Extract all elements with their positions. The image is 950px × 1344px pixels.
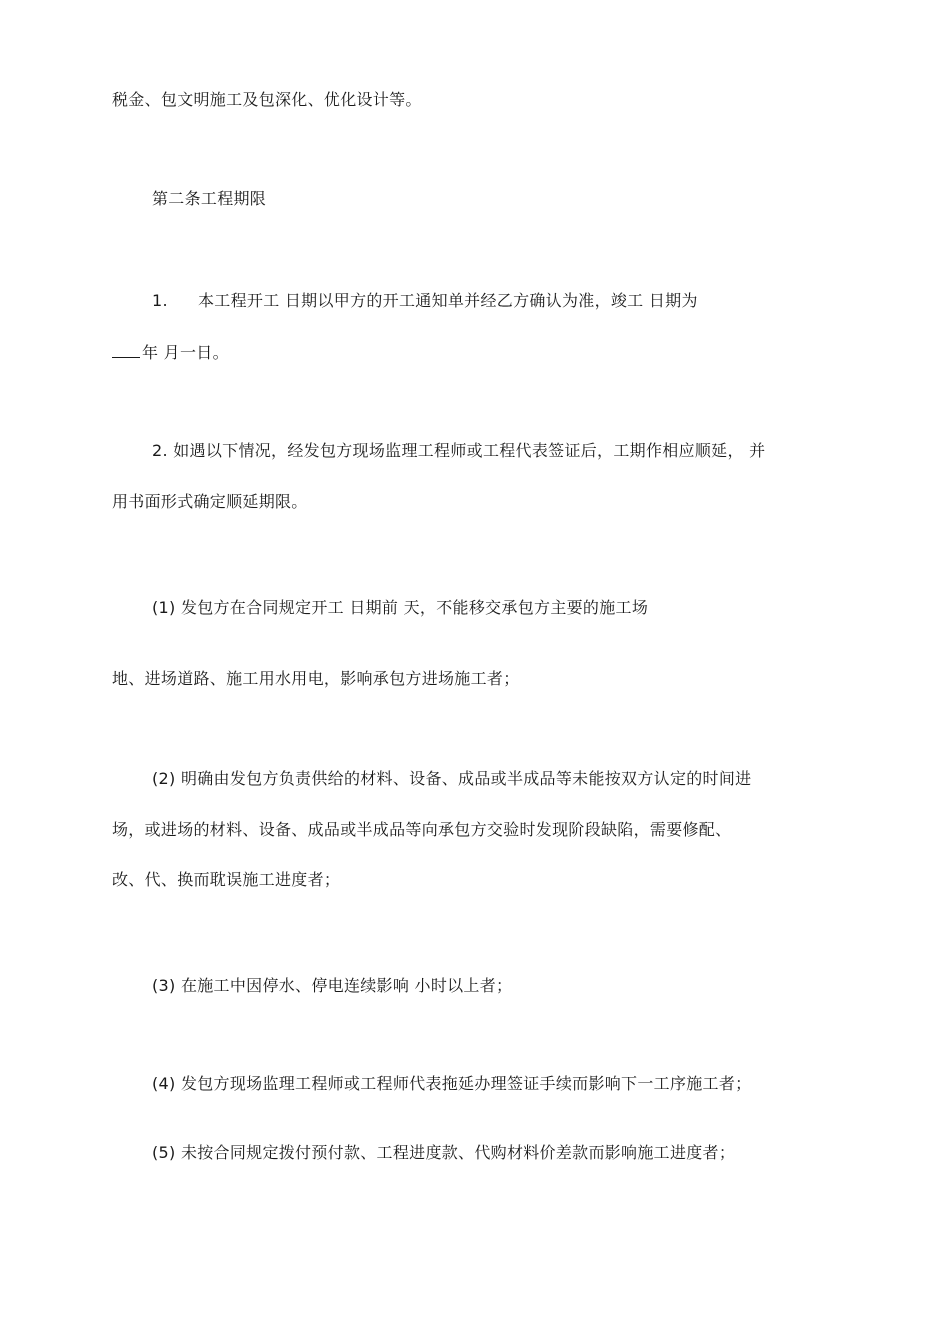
item-1 — [152, 291, 698, 311]
sub-item-2-line-2: 场，或进场的材料、设备、成品或半成品等向承包方交验时发现阶段缺陷，需要修配、 — [112, 820, 732, 839]
paragraph-line: 税金、包文明施工及包深化、优化设计等。 — [112, 90, 422, 109]
sub-item-3: (3) 在施工中因停水、停电连续影响 小时以上者； — [152, 976, 513, 995]
sub-item-2-line-1: (2) 明确由发包方负责供给的材料、设备、成品或半成品等未能按双方认定的时间进 — [152, 769, 752, 788]
sub-item-2-line-3: 改、代、换而耽误施工进度者； — [112, 870, 341, 889]
item-1-text: 本工程开工 日期以甲方的开工通知单并经乙方确认为准，竣工 日期为 — [198, 291, 698, 310]
sub-item-4: (4) 发包方现场监理工程师或工程师代表拖延办理签证手续而影响下一工序施工者； — [152, 1074, 752, 1093]
item-1-number: 1. — [152, 291, 168, 310]
sub-item-5: (5) 未按合同规定拨付预付款、工程进度款、代购材料价差款而影响施工进度者； — [152, 1143, 736, 1162]
item-1-date-text: 年 月一日。 — [142, 343, 229, 362]
item-2-line-2: 用书面形式确定顺延期限。 — [112, 492, 308, 511]
sub-item-1-line-2: 地、进场道路、施工用水用电，影响承包方进场施工者； — [112, 669, 520, 688]
item-1-continuation — [112, 343, 229, 363]
section-heading: 第二条工程期限 — [152, 189, 267, 208]
sub-item-1-line-1: (1) 发包方在合同规定开工 日期前 天，不能移交承包方主要的施工场 — [152, 598, 649, 617]
blank-underline — [112, 343, 140, 358]
item-2-line-1: 2. 如遇以下情况，经发包方现场监理工程师或工程代表签证后，工期作相应顺延， 并 — [152, 441, 766, 460]
